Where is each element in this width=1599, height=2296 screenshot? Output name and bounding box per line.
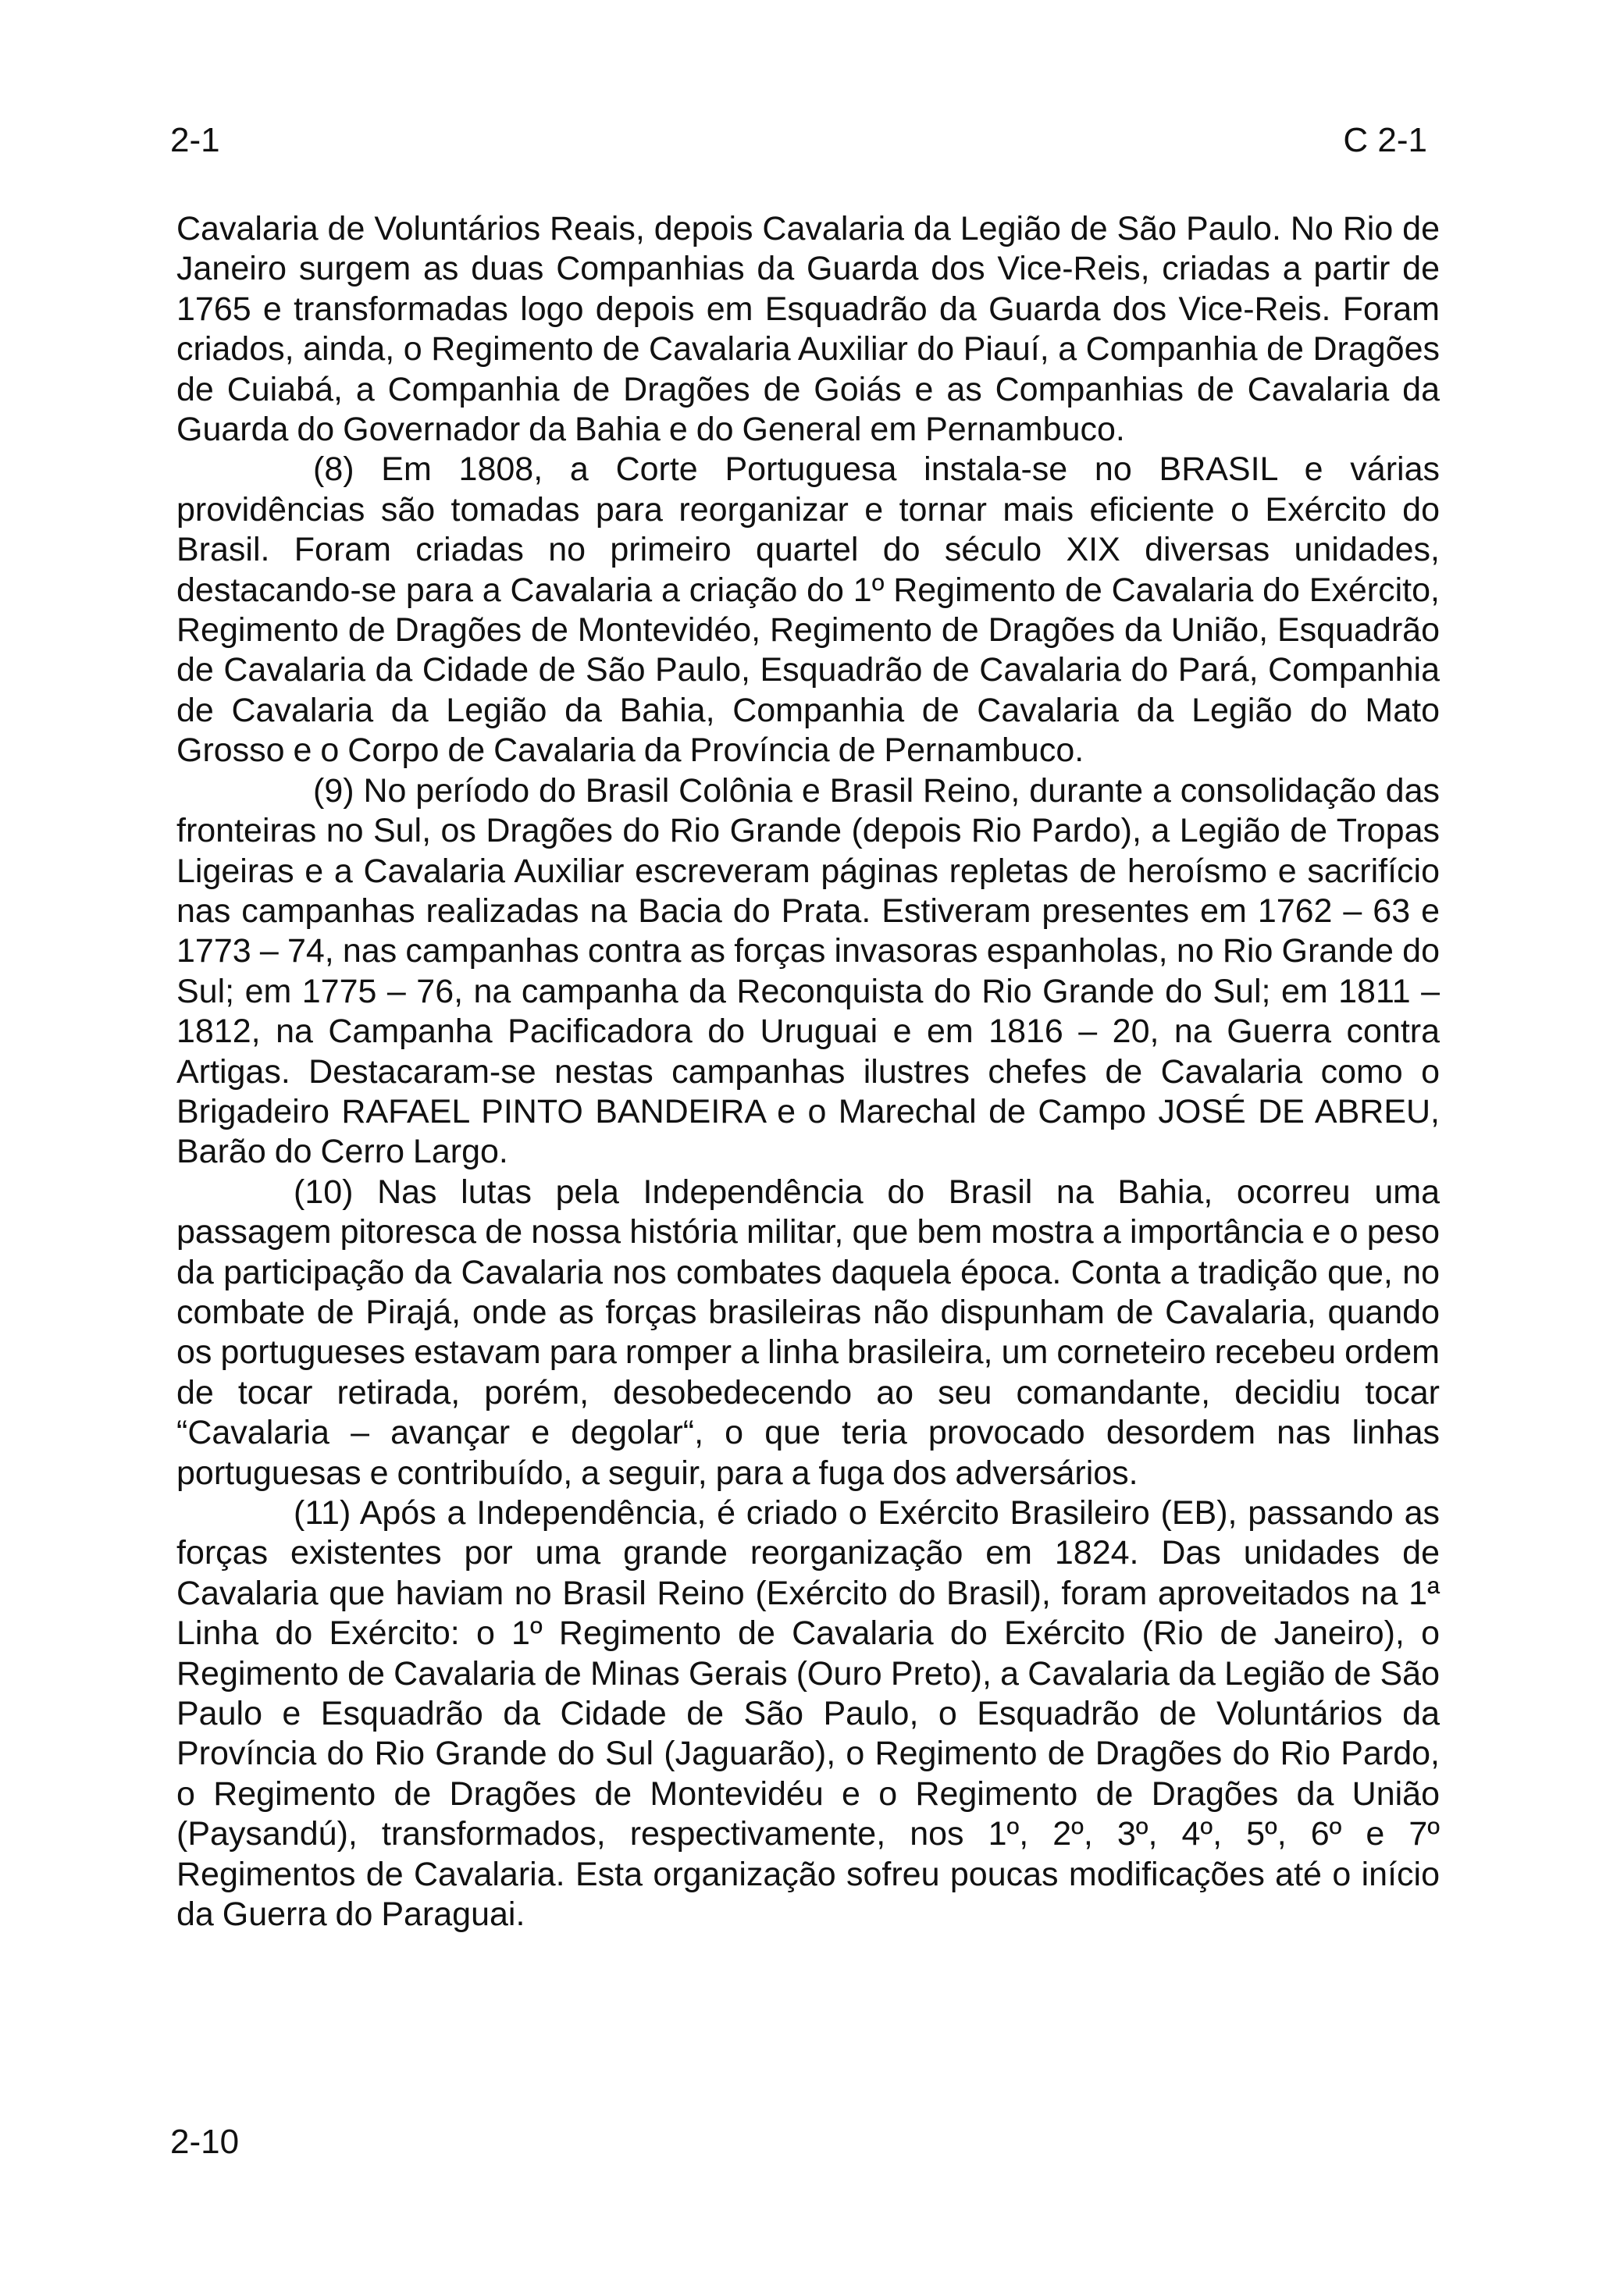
paragraph-9: (9) No período do Brasil Colônia e Brasil Reino, durante a consolidação das fronteiras no Sul, os Dragões do Rio Grande (depois Rio Pardo), a Legião de Tropas Ligeiras e a Cavalaria Auxiliar escreveram páginas repletas de heroísmo e sacrifício nas campanhas realizadas na Bacia do Prata. Estiveram presentes em 1762 – 63 e 1773 – 74, nas campanhas contra as forças invasoras espanholas, no Rio Grande do Sul; em 1775 – 76, na campanha da Reconquista do Rio Grande do Sul; em 1811 – 1812, na Campanha Pacificadora do Uruguai e em 1816 – 20, na Guerra contra Artigas. Destacaram-se nestas campanhas ilustres chefes de Cavalaria como o Brigadeiro RAFAEL PINTO BANDEIRA e o Marechal de Campo JOSÉ DE ABREU, Barão do Cerro Largo.	[176, 771, 1440, 1171]
header-right-label: C 2-1	[1343, 121, 1427, 159]
page-number: 2-10	[170, 2123, 240, 2161]
paragraph-8: (8) Em 1808, a Corte Portuguesa instala-se no BRASIL e várias providências são tomadas para reorganizar e tornar mais eficiente o Exército do Brasil. Foram criadas no primeiro quartel do século XIX diversas unidades, destacando-se para a Cavalaria a criação do 1º Regimento de Cavalaria do Exército, Regimento de Dragões de Montevidéo, Regimento de Dragões da União, Esquadrão de Cavalaria da Cidade de São Paulo, Esquadrão de Cavalaria do Pará, Companhia de Cavalaria da Legião da Bahia, Companhia de Cavalaria da Legião do Mato Grosso e o Corpo de Cavalaria da Província de Pernambuco.	[176, 450, 1440, 770]
paragraph-11: (11) Após a Independência, é criado o Exército Brasileiro (EB), passando as forças existentes por uma grande reorganização em 1824. Das unidades de Cavalaria que haviam no Brasil Reino (Exército do Brasil), foram aproveitados na 1ª Linha do Exército: o 1º Regimento de Cavalaria do Exército (Rio de Janeiro), o Regimento de Cavalaria de Minas Gerais (Ouro Preto), a Cavalaria da Legião de São Paulo e Esquadrão da Cidade de São Paulo, o Esquadrão de Voluntários da Província do Rio Grande do Sul (Jaguarão), o Regimento de Dragões do Rio Pardo, o Regimento de Dragões de Montevidéu e o Regimento de Dragões da União (Paysandú), transformados, respectivamente, nos 1º, 2º, 3º, 4º, 5º, 6º e 7º Regimentos de Cavalaria. Esta organização sofreu poucas modificações até o início da Guerra do Paraguai.	[176, 1494, 1440, 1934]
body-text	[176, 209, 1440, 1935]
header-left-label: 2-1	[170, 121, 220, 159]
paragraph-10: (10) Nas lutas pela Independência do Brasil na Bahia, ocorreu uma passagem pitoresca de nossa história militar, que bem mostra a importância e o peso da participação da Cavalaria nos combates daquela época. Conta a tradição que, no combate de Pirajá, onde as forças brasileiras não dispunham de Cavalaria, quando os portugueses estavam para romper a linha brasileira, um corneteiro recebeu ordem de tocar retirada, porém, desobedecendo ao seu comandante, decidiu tocar “Cavalaria – avançar e degolar“, o que teria provocado desordem nas linhas portuguesas e contribuído, a seguir, para a fuga dos adversários.	[176, 1173, 1440, 1492]
paragraph-continuation: Cavalaria de Voluntários Reais, depois Cavalaria da Legião de São Paulo. No Rio de Janeiro surgem as duas Companhias da Guarda dos Vice-Reis, criadas a partir de 1765 e transformadas logo depois em Esquadrão da Guarda dos Vice-Reis. Foram criados, ainda, o Regimento de Cavalaria Auxiliar do Piauí, a Companhia de Dragões de Cuiabá, a Companhia de Dragões de Goiás e as Companhias de Cavalaria da Guarda do Governador da Bahia e do General em Pernambuco.	[176, 210, 1440, 449]
